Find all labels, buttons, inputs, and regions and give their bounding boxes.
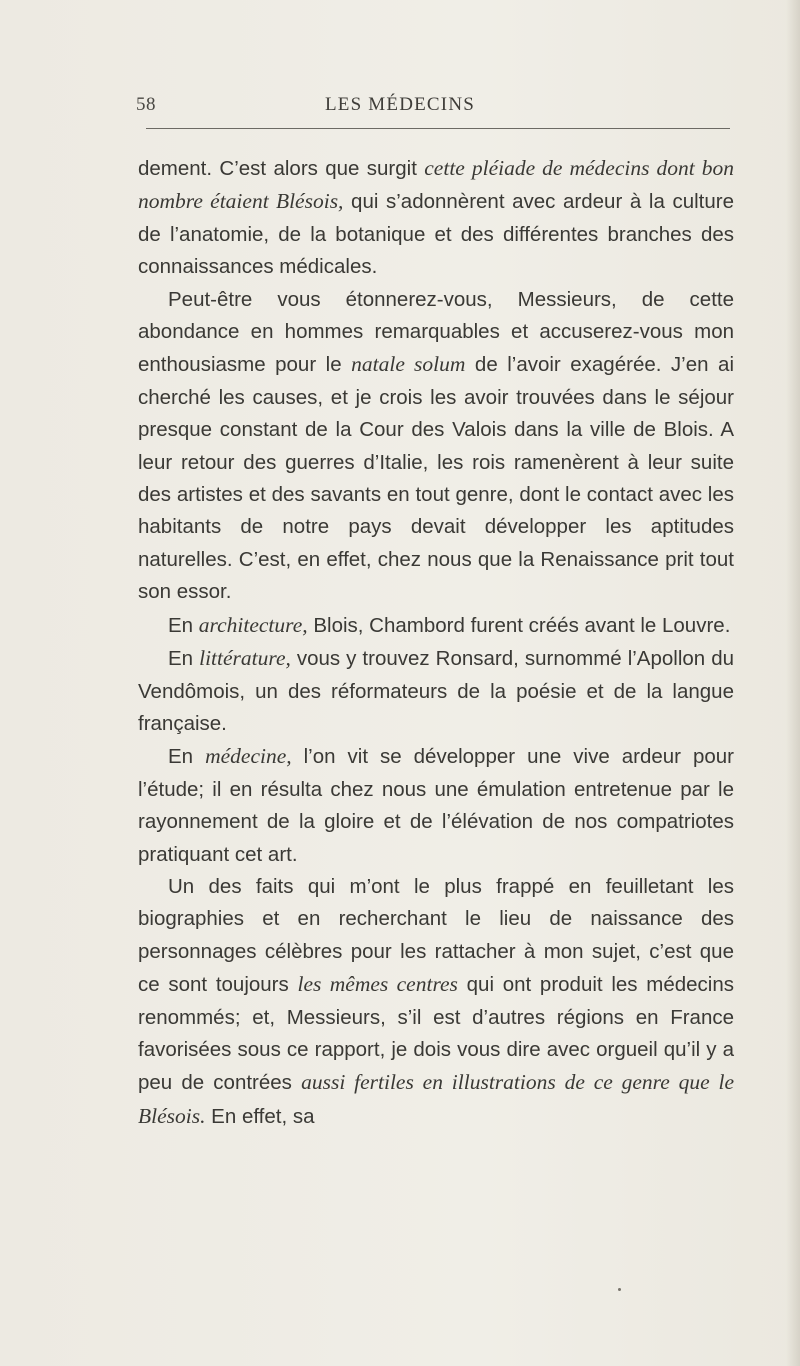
paragraph: [138, 871, 734, 1133]
running-title: LES MÉDECINS: [324, 94, 476, 115]
text-run: vous y trouvez Ronsard, surnommé l’Apollon du Vendômois, un des réformateurs de la poésie et de la langue française.: [138, 647, 734, 735]
header-rule: [146, 128, 730, 129]
italic-run: les mêmes centres: [297, 972, 458, 997]
text-run: de l’avoir exagérée. J’en ai cherché les causes, et je crois les avoir trouvées dans le séjour presque constant de la Cour des Valois dans la ville de Blois. A leur retour des guerres d’Italie, les rois ramenèrent à leur suite des artistes et des savants en tout genre, dont le contact avec les habitants de notre pays devait développer les aptitudes naturelles. C’est, en effet, chez nous que la Renaissance prit tout son essor.: [138, 353, 734, 604]
page-number: 58: [136, 94, 156, 115]
text-run: Peut-être vous étonnerez-vous, Messieurs, de cette abondance en hommes remarquables et accuserez-vous mon enthousiasme pour le: [138, 287, 734, 377]
text-run: En: [168, 745, 206, 769]
italic-run: architecture,: [198, 612, 308, 637]
paragraph: [138, 740, 734, 871]
paragraph: [138, 152, 734, 284]
text-run: Un des faits qui m’ont le plus frappé en feuilletant les biographies et en recherchant le lieu de naissance des personnages célèbres pour les rattacher à mon sujet, c’est que ce sont toujours: [138, 874, 734, 997]
text-run: En effet, sa: [205, 1104, 315, 1128]
page-edge-shadow: [786, 0, 800, 1366]
body-text: [138, 152, 734, 1133]
italic-run: médecine,: [205, 744, 292, 769]
text-run: Blois, Chambord furent créés avant le Louvre.: [307, 613, 731, 637]
paragraph: [138, 609, 734, 642]
italic-run: cette pléiade de médecins dont bon nombre étaient Blésois,: [138, 156, 734, 214]
text-run: En: [168, 647, 200, 671]
text-run: En: [168, 613, 199, 637]
text-run: l’on vit se développer une vive ardeur pour l’étude; il en résulta chez nous une émulation entretenue par le rayonnement de la gloire et de l’élévation de nos compatriotes pratiquant cet art.: [138, 745, 734, 866]
italic-run: littérature,: [199, 646, 291, 671]
paragraph: [138, 642, 734, 740]
italic-run: aussi fertiles en illustrations de ce genre que le Blésois.: [138, 1070, 734, 1128]
text-run: qui ont produit les médecins renommés; et, Messieurs, s’il est d’autres régions en France favorisées sous ce rapport, je dois vous dire avec orgueil qu’il y a peu de contrées: [138, 973, 734, 1095]
paper-speck: [618, 1288, 621, 1291]
page-header: [0, 94, 800, 124]
text-run: qui s’adonnèrent avec ardeur à la culture de l’anatomie, de la botanique et des différentes branches des connaissances médicales.: [138, 190, 734, 279]
italic-run: natale solum: [351, 352, 466, 377]
text-run: dement. C’est alors que surgit: [138, 157, 425, 180]
paragraph: [138, 284, 734, 609]
